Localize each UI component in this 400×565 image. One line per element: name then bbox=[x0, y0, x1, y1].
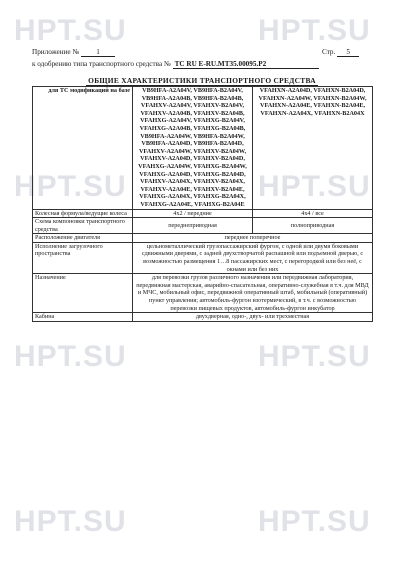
table-row bbox=[33, 313, 373, 322]
watermark: HPT.SU bbox=[14, 340, 127, 373]
row-value: 4x4 / все bbox=[253, 209, 373, 218]
approval-line bbox=[32, 60, 319, 69]
row-value: 4x2 / передние bbox=[133, 209, 253, 218]
watermark: HPT.SU bbox=[258, 14, 371, 47]
watermark: HPT.SU bbox=[14, 14, 127, 47]
row-label: Колесная формула/ведущие колеса bbox=[33, 209, 133, 218]
table-row bbox=[33, 242, 373, 273]
page-label: Стр. bbox=[322, 48, 336, 56]
table-row bbox=[33, 218, 373, 234]
watermark: HPT.SU bbox=[14, 505, 127, 538]
page-number: 5 bbox=[337, 48, 359, 57]
row-value: для перевозки грузов различного назначения или передвижная лаборатория, передвижная мастерская, аварийно-спасательная, оперативно-служебная в т.ч. для МВД и МЧС, мобильный офис, передвижной оперативный штаб, мобильный (оперативный) пункт управления; автомобиль-фургон изотермический, в т.ч. с возможностью перевозки пищевых продуктов, автомобиль-фургон инкубатор bbox=[133, 274, 373, 313]
appendix-number: 1 bbox=[81, 48, 115, 57]
page-number-line bbox=[322, 48, 359, 57]
row-value: двухдверная, одно-, двух- или трехместная bbox=[133, 313, 373, 322]
table-row bbox=[33, 87, 373, 210]
row-value: полноприводная bbox=[253, 218, 373, 234]
table-row bbox=[33, 274, 373, 313]
row-value: переднеприводная bbox=[133, 218, 253, 234]
row-label: Назначение bbox=[33, 274, 133, 313]
watermark: HPT.SU bbox=[258, 170, 371, 203]
appendix-label: Приложение № bbox=[32, 48, 80, 56]
row-label: Исполнение загрузочного пространства bbox=[33, 242, 133, 273]
row-label: Расположение двигателя bbox=[33, 234, 133, 243]
row-label: Схема компоновки транспортного средства bbox=[33, 218, 133, 234]
row-value: цельнометаллический грузопассажирский фургон, с одной или двумя боковыми сдвижными дверями, с задней двухстворчатой распашной или подъемной дверью, с возможностью размещения 1…8 пассажирских мест, с перегородкой или без неё, с окнами или без них bbox=[133, 242, 373, 273]
modifications-group-1: VB9HFA-A2A04V, VB9HFA-B2A04V, VB9HFA-A2A04B, VB9HFA-B2A04B, VFAHXV-A2A04V, VFAHXV-B2A04V, VFAHXV-A2A04B, VFAHXV-B2A04B, VFAHXG-A2A04V, VFAHXG-B2A04V, VFAHXG-A2A04B, VFAHXG-B2A04B, VB9HFA-A2A04W, VB9HFA-B2A04W, VB9HFA-A2A04D, VB9HFA-B2A04D, VFAHXV-A2A04W, VFAHXV-B2A04W, VFAHXV-A2A04D, VFAHXV-B2A04D, VFAHXG-A2A04W, VFAHXG-B2A04W, VFAHXG-A2A04D, VFAHXG-B2A04D, VFAHXV-A2A04X, VFAHXV-B2A04X, VFAHXV-A2A04E, VFAHXV-B2A04E, VFAHXG-A2A04X, VFAHXG-B2A04X, VFAHXG-A2A04E, VFAHXG-B2A04E bbox=[133, 87, 253, 210]
table-row bbox=[33, 234, 373, 243]
approval-number: TC RU E-RU.MT35.00095.P2 bbox=[173, 60, 319, 69]
approval-text: к одобрению типа транспортного средства № bbox=[32, 60, 171, 68]
watermark: HPT.SU bbox=[14, 170, 127, 203]
table-row bbox=[33, 209, 373, 218]
modifications-label: для ТС модификаций на базе bbox=[33, 87, 133, 210]
characteristics-table bbox=[32, 86, 373, 322]
row-label: Кабина bbox=[33, 313, 133, 322]
watermark: HPT.SU bbox=[258, 340, 371, 373]
appendix-line bbox=[32, 48, 115, 57]
modifications-group-2: VFAHXN-A2A04D, VFAHXN-B2A04D, VFAHXN-A2A04W, VFAHXN-B2A04W, VFAHXN-A2A04E, VFAHXN-B2A04E, VFAHXN-A2A04X, VFAHXN-B2A04X bbox=[253, 87, 373, 210]
row-value: переднее поперечное bbox=[133, 234, 373, 243]
document-title: ОБЩИЕ ХАРАКТЕРИСТИКИ ТРАНСПОРТНОГО СРЕДСТВА bbox=[88, 76, 316, 85]
watermark: HPT.SU bbox=[258, 505, 371, 538]
